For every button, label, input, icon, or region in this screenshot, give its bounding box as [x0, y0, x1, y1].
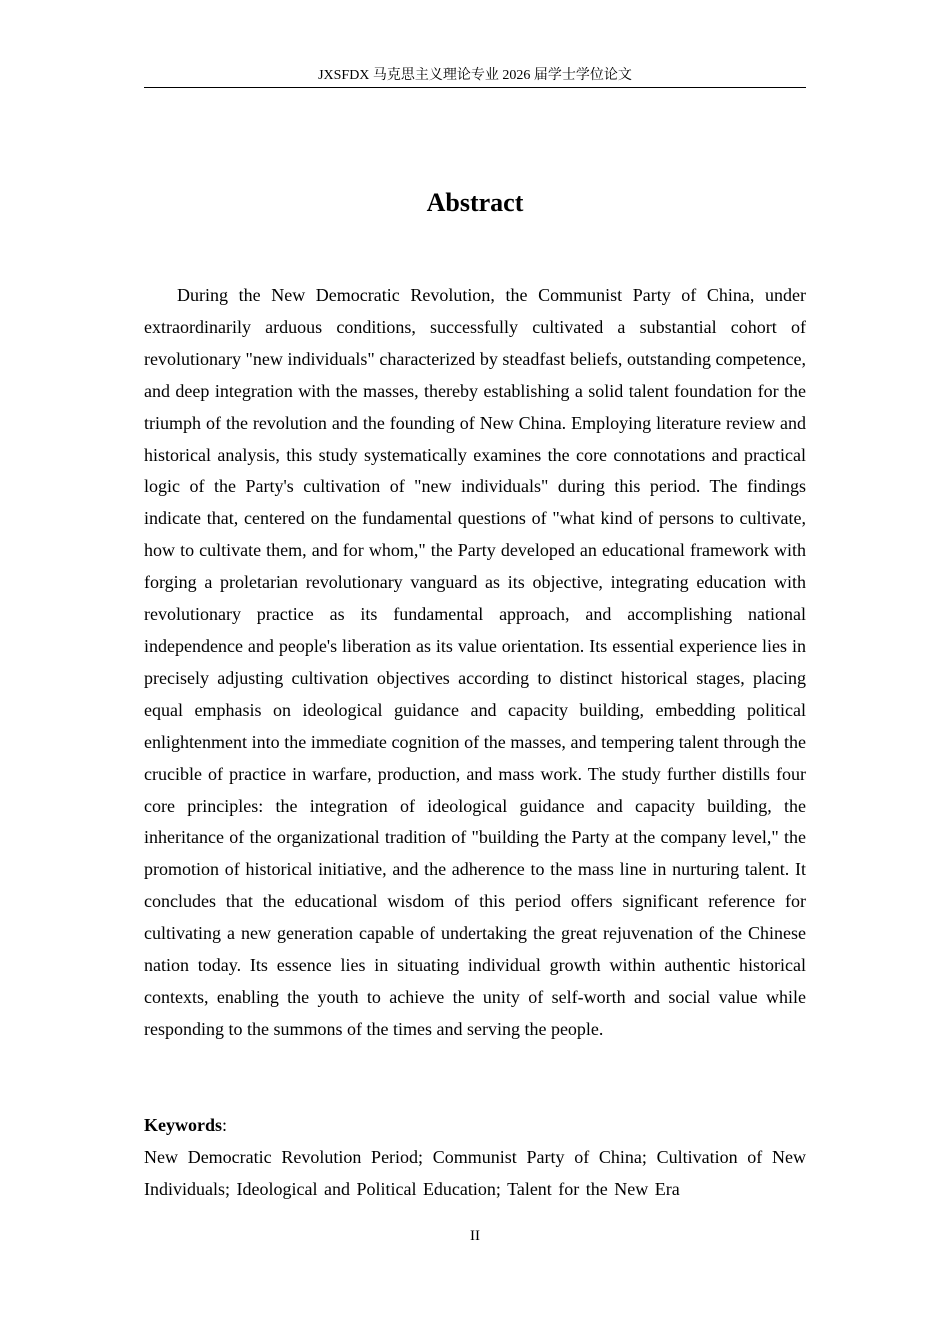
header-divider: [144, 87, 806, 88]
keywords-heading: [144, 1110, 806, 1142]
keywords-label: Keywords: [144, 1115, 222, 1135]
keywords-separator: :: [222, 1115, 228, 1135]
abstract-paragraph: During the New Democratic Revolution, the Communist Party of China, under extraordinarily arduous conditions, successfully cultivated a substantial cohort of revolutionary "new individuals" characterized by steadfast beliefs, outstanding competence, and deep integration with the masses, thereby establishing a solid talent foundation for the triumph of the revolution and the founding of New China. Employing literature review and historical analysis, this study systematically examines the core connotations and practical logic of the Party's cultivation of "new individuals" during this period. The findings indicate that, centered on the fundamental questions of "what kind of persons to cultivate, how to cultivate them, and for whom," the Party developed an educational framework with forging a proletarian revolutionary vanguard as its objective, integrating education with revolutionary practice as its fundamental approach, and accomplishing national independence and people's liberation as its value orientation. Its essential experience lies in precisely adjusting cultivation objectives according to distinct historical stages, placing equal emphasis on ideological guidance and capacity building, embedding political enlightenment into the immediate cognition of the masses, and tempering talent through the crucible of practice in warfare, production, and mass work. The study further distills four core principles: the integration of ideological guidance and capacity building, the inheritance of the organizational tradition of "building the Party at the company level," the promotion of historical initiative, and the adherence to the mass line in nurturing talent. It concludes that the educational wisdom of this period offers significant reference for cultivating a new generation capable of undertaking the great rejuvenation of the Chinese nation today. Its essence lies in situating individual growth within authentic historical contexts, enabling the youth to achieve the unity of self-worth and social value while responding to the summons of the times and serving the people.: [144, 285, 806, 1039]
keywords-list: New Democratic Revolution Period; Communist Party of China; Cultivation of New Individuals; Ideological and Political Education; Talent for the New Era: [144, 1147, 806, 1199]
page-number: II: [470, 1228, 480, 1244]
page-title: Abstract: [426, 188, 524, 217]
running-header: JXSFDX 马克思主义理论专业 2026 届学士学位论文: [318, 68, 632, 83]
